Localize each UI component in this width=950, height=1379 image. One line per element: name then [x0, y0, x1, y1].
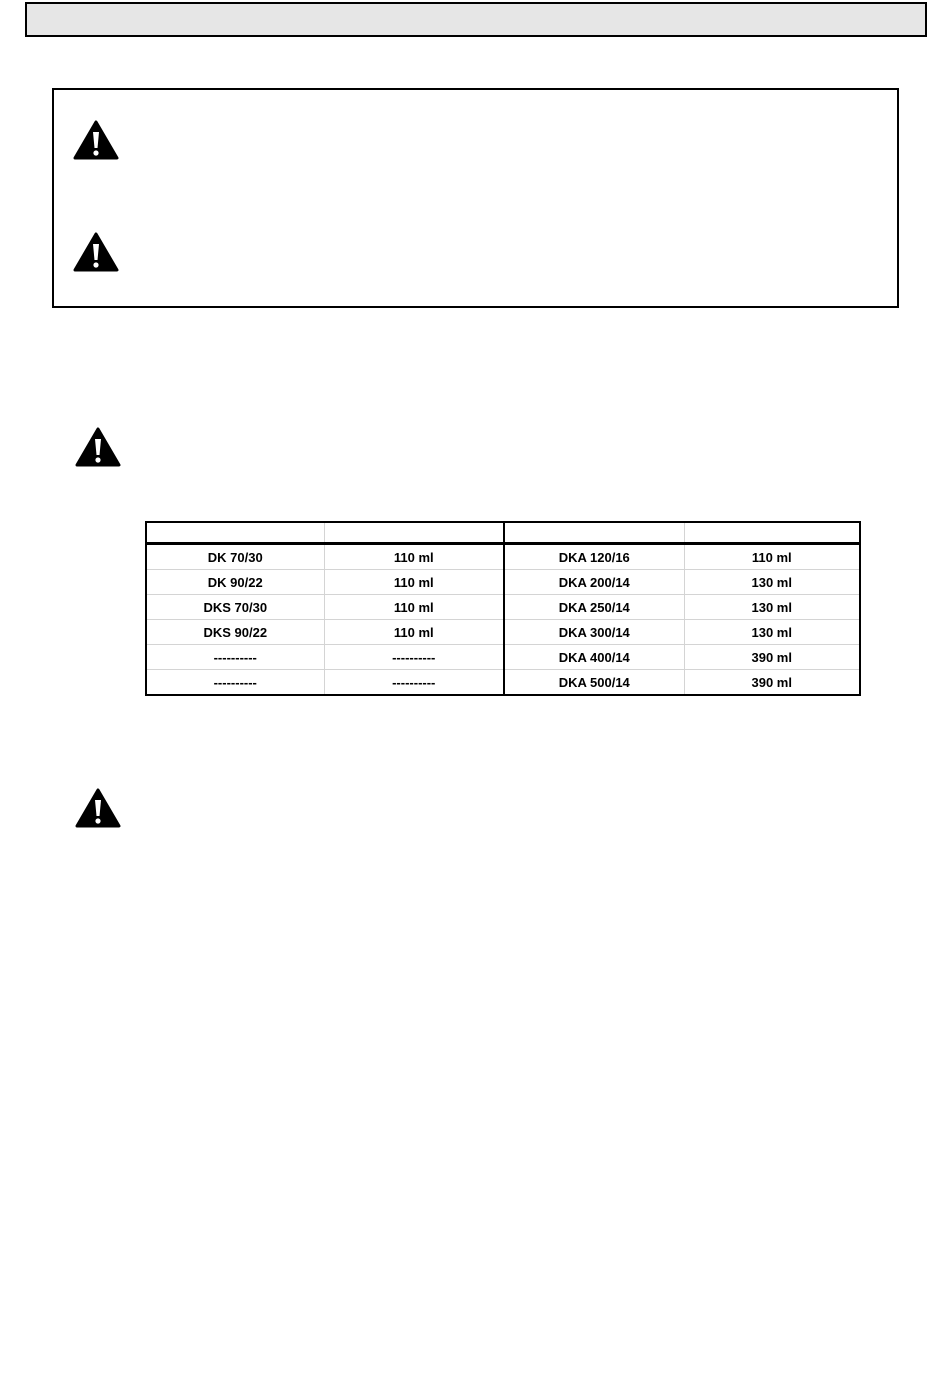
model-cell: DK 90/22: [146, 570, 324, 595]
section-header-bar: [25, 2, 927, 37]
safety-warning-box: [52, 88, 899, 308]
table-header-row: [146, 522, 860, 544]
model-cell: DKA 250/14: [504, 595, 684, 620]
oil-quantity-cell: ----------: [324, 645, 504, 670]
table-row: [146, 570, 860, 595]
model-cell: DK 70/30: [146, 544, 324, 570]
warning-triangle-icon: [73, 232, 119, 272]
table-row: [146, 595, 860, 620]
model-cell: DKA 300/14: [504, 620, 684, 645]
table-header-cell: [146, 522, 324, 544]
oil-capacity-table: [145, 521, 861, 696]
oil-quantity-cell: 390 ml: [684, 645, 860, 670]
oil-quantity-cell: 110 ml: [324, 544, 504, 570]
table-row: [146, 544, 860, 570]
model-cell: DKS 70/30: [146, 595, 324, 620]
table-header-cell: [324, 522, 504, 544]
oil-quantity-cell: 390 ml: [751, 674, 792, 690]
oil-quantity-cell: ----------: [324, 670, 504, 696]
table-header-cell: [684, 522, 860, 544]
table-row: [146, 670, 860, 696]
model-cell: ----------: [146, 645, 324, 670]
model-cell: DKS 90/22: [146, 620, 324, 645]
oil-quantity-cell: 110 ml: [684, 544, 860, 570]
table-row: [146, 645, 860, 670]
oil-quantity-cell: 110 ml: [324, 595, 504, 620]
model-cell: DKA 200/14: [504, 570, 684, 595]
oil-quantity-cell: 130 ml: [684, 570, 860, 595]
oil-quantity-cell: 110 ml: [324, 570, 504, 595]
model-cell: DKA 500/14: [504, 670, 684, 696]
warning-triangle-icon: [75, 788, 121, 828]
oil-quantity-cell: 130 ml: [684, 595, 860, 620]
oil-quantity-cell: 110 ml: [324, 620, 504, 645]
warning-triangle-icon: [73, 120, 119, 160]
table-row: [146, 620, 860, 645]
table-header-cell: [504, 522, 684, 544]
model-cell: ----------: [146, 670, 324, 696]
oil-quantity-cell: 130 ml: [684, 620, 860, 645]
model-cell: DKA 120/16: [504, 544, 684, 570]
warning-triangle-icon: [75, 427, 121, 467]
model-cell: DKA 400/14: [504, 645, 684, 670]
